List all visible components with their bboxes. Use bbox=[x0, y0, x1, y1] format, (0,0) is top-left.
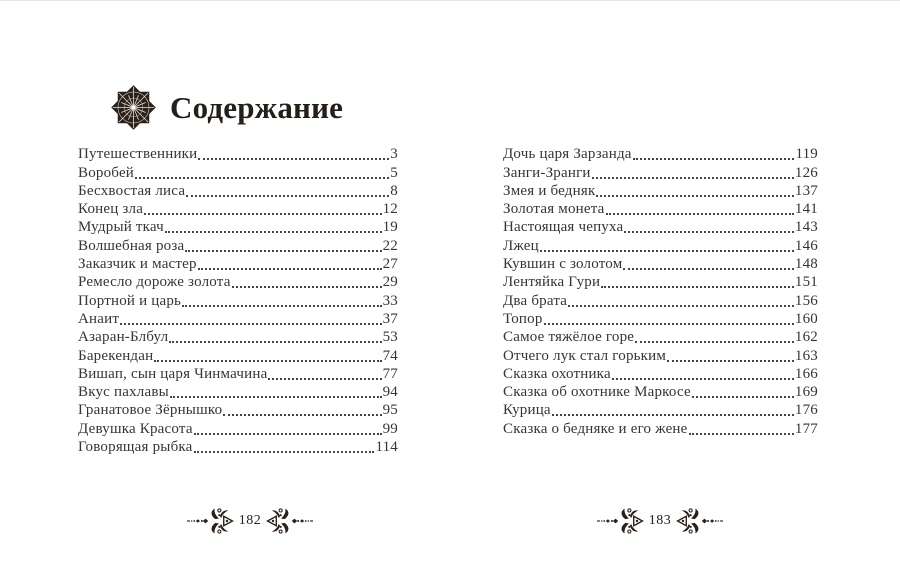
toc-entry-title: Сказка о бедняке и его жене bbox=[503, 420, 688, 437]
page-footer-left bbox=[180, 506, 320, 536]
toc-entry-page-number: 176 bbox=[794, 402, 818, 419]
toc-entry bbox=[503, 200, 818, 218]
folio-number: 182 bbox=[238, 513, 262, 528]
dot-leader bbox=[194, 451, 375, 453]
toc-entry-page-number: 19 bbox=[382, 219, 398, 236]
toc-entry bbox=[503, 163, 818, 181]
toc-entry-page-number: 37 bbox=[382, 310, 398, 327]
toc-entry bbox=[78, 273, 398, 291]
toc-entry-page-number: 163 bbox=[794, 347, 818, 364]
flourish-ornament-icon bbox=[265, 506, 313, 536]
toc-entry bbox=[78, 255, 398, 273]
folio-number: 183 bbox=[648, 513, 672, 528]
toc-entry bbox=[503, 310, 818, 328]
toc-entry-title: Два брата bbox=[503, 292, 568, 309]
dot-leader bbox=[186, 195, 389, 197]
dot-leader bbox=[612, 378, 794, 380]
toc-entry bbox=[503, 383, 818, 401]
page-right bbox=[450, 0, 900, 578]
dot-leader bbox=[633, 158, 795, 160]
toc-entry-title: Курица bbox=[503, 402, 551, 419]
dot-leader bbox=[635, 341, 794, 343]
toc-entry-page-number: 22 bbox=[382, 237, 398, 254]
dot-leader bbox=[624, 231, 794, 233]
toc-entry-title: Лентяйка Гури bbox=[503, 274, 601, 291]
toc-entry-page-number: 53 bbox=[382, 329, 398, 346]
toc-entry-page-number: 95 bbox=[382, 402, 398, 419]
toc-entry-title: Ремесло дороже золота bbox=[78, 274, 231, 291]
toc-entry bbox=[78, 200, 398, 218]
toc-entry-title: Сказка охотника bbox=[503, 365, 611, 382]
toc-entry bbox=[78, 310, 398, 328]
dot-leader bbox=[198, 268, 382, 270]
dot-leader bbox=[568, 305, 794, 307]
dot-leader bbox=[154, 360, 381, 362]
toc-entry bbox=[503, 236, 818, 254]
toc-entry bbox=[78, 163, 398, 181]
flourish-ornament-icon bbox=[187, 506, 235, 536]
toc-entry-page-number: 146 bbox=[794, 237, 818, 254]
toc-entry-page-number: 77 bbox=[382, 365, 398, 382]
toc-entry-title: Конец зла bbox=[78, 201, 144, 218]
toc-entry-page-number: 94 bbox=[382, 384, 398, 401]
dot-leader bbox=[169, 341, 381, 343]
flourish-ornament-icon bbox=[597, 506, 645, 536]
toc-entry bbox=[503, 273, 818, 291]
toc-entry-title: Занги-Зранги bbox=[503, 164, 591, 181]
toc-entry bbox=[78, 328, 398, 346]
toc-entry-title: Анаит bbox=[78, 310, 120, 327]
toc-entry-title: Кувшин с золотом bbox=[503, 256, 623, 273]
toc-entry-page-number: 177 bbox=[794, 420, 818, 437]
dot-leader bbox=[601, 286, 794, 288]
toc-entry-page-number: 8 bbox=[390, 182, 398, 199]
toc-entry-page-number: 74 bbox=[382, 347, 398, 364]
toc-entry-title: Воробей bbox=[78, 164, 135, 181]
toc-entry bbox=[503, 419, 818, 437]
toc-entry-title: Дочь царя Зарзанда bbox=[503, 146, 632, 163]
rosette-star-icon bbox=[110, 84, 157, 131]
toc-entry bbox=[503, 291, 818, 309]
toc-entry-title: Вишап, сын царя Чинмачина bbox=[78, 365, 268, 382]
dot-leader bbox=[623, 268, 793, 270]
toc-entry-title: Азаран-Блбул bbox=[78, 329, 169, 346]
toc-entry-title: Мудрый ткач bbox=[78, 219, 164, 236]
toc-entry-page-number: 114 bbox=[375, 439, 398, 456]
toc-entry-page-number: 119 bbox=[795, 146, 818, 163]
toc-column-left bbox=[78, 145, 398, 456]
toc-entry-page-number: 137 bbox=[794, 182, 818, 199]
toc-entry-page-number: 33 bbox=[382, 292, 398, 309]
toc-entry bbox=[503, 346, 818, 364]
toc-entry-title: Сказка об охотнике Маркосе bbox=[503, 384, 691, 401]
toc-entry-title: Гранатовое Зёрнышко bbox=[78, 402, 223, 419]
toc-entry-page-number: 162 bbox=[794, 329, 818, 346]
dot-leader bbox=[689, 433, 794, 435]
toc-entry-page-number: 169 bbox=[794, 384, 818, 401]
dot-leader bbox=[198, 158, 389, 160]
dot-leader bbox=[544, 323, 794, 325]
toc-entry-page-number: 143 bbox=[794, 219, 818, 236]
dot-leader bbox=[268, 378, 381, 380]
dot-leader bbox=[120, 323, 381, 325]
toc-entry-title: Путешественники bbox=[78, 146, 198, 163]
dot-leader bbox=[185, 250, 381, 252]
page-footer-right bbox=[590, 506, 730, 536]
toc-entry-title: Топор bbox=[503, 310, 543, 327]
dot-leader bbox=[606, 213, 794, 215]
dot-leader bbox=[170, 396, 382, 398]
toc-entry-page-number: 27 bbox=[382, 256, 398, 273]
toc-entry-title: Лжец bbox=[503, 237, 539, 254]
toc-entry bbox=[503, 218, 818, 236]
dot-leader bbox=[667, 360, 794, 362]
toc-entry-page-number: 148 bbox=[794, 256, 818, 273]
toc-entry bbox=[78, 401, 398, 419]
contents-heading bbox=[110, 84, 343, 131]
toc-entry-page-number: 160 bbox=[794, 310, 818, 327]
toc-entry bbox=[503, 328, 818, 346]
toc-entry-page-number: 5 bbox=[390, 164, 398, 181]
toc-entry bbox=[78, 346, 398, 364]
toc-entry-title: Бесхвостая лиса bbox=[78, 182, 186, 199]
dot-leader bbox=[144, 213, 382, 215]
toc-entry-page-number: 29 bbox=[382, 274, 398, 291]
dot-leader bbox=[596, 195, 793, 197]
dot-leader bbox=[552, 414, 794, 416]
toc-entry-page-number: 3 bbox=[390, 146, 398, 163]
toc-entry bbox=[78, 145, 398, 163]
toc-entry-title: Говорящая рыбка bbox=[78, 439, 193, 456]
toc-entry-title: Волшебная роза bbox=[78, 237, 185, 254]
toc-entry-title: Настоящая чепуха bbox=[503, 219, 624, 236]
dot-leader bbox=[135, 177, 389, 179]
toc-entry-title: Девушка Красота bbox=[78, 420, 193, 437]
toc-entry-title: Отчего лук стал горьким bbox=[503, 347, 667, 364]
dot-leader bbox=[223, 414, 381, 416]
toc-entry bbox=[78, 438, 398, 456]
toc-entry-page-number: 12 bbox=[382, 201, 398, 218]
toc-entry bbox=[78, 291, 398, 309]
dot-leader bbox=[165, 231, 382, 233]
dot-leader bbox=[540, 250, 794, 252]
toc-entry bbox=[78, 218, 398, 236]
toc-entry bbox=[78, 419, 398, 437]
page-title: Содержание bbox=[170, 90, 344, 125]
toc-entry-page-number: 126 bbox=[794, 164, 818, 181]
dot-leader bbox=[692, 396, 794, 398]
toc-entry bbox=[78, 236, 398, 254]
toc-entry bbox=[78, 383, 398, 401]
toc-entry bbox=[503, 365, 818, 383]
toc-entry-title: Барекендан bbox=[78, 347, 154, 364]
toc-entry-title: Золотая монета bbox=[503, 201, 605, 218]
toc-entry-page-number: 156 bbox=[794, 292, 818, 309]
toc-entry-title: Змея и бедняк bbox=[503, 182, 596, 199]
toc-entry-page-number: 151 bbox=[794, 274, 818, 291]
dot-leader bbox=[232, 286, 382, 288]
dot-leader bbox=[182, 305, 381, 307]
toc-entry-title: Заказчик и мастер bbox=[78, 256, 197, 273]
flourish-ornament-icon bbox=[675, 506, 723, 536]
toc-entry-title: Самое тяжёлое горе bbox=[503, 329, 635, 346]
toc-entry bbox=[503, 182, 818, 200]
dot-leader bbox=[592, 177, 794, 179]
toc-entry-page-number: 166 bbox=[794, 365, 818, 382]
toc-column-right bbox=[503, 145, 818, 438]
toc-entry-title: Вкус пахлавы bbox=[78, 384, 169, 401]
toc-entry bbox=[503, 255, 818, 273]
toc-entry bbox=[78, 182, 398, 200]
toc-entry-page-number: 141 bbox=[794, 201, 818, 218]
toc-entry bbox=[503, 401, 818, 419]
dot-leader bbox=[194, 433, 382, 435]
toc-entry bbox=[78, 365, 398, 383]
toc-entry bbox=[503, 145, 818, 163]
toc-entry-title: Портной и царь bbox=[78, 292, 182, 309]
toc-entry-page-number: 99 bbox=[382, 420, 398, 437]
